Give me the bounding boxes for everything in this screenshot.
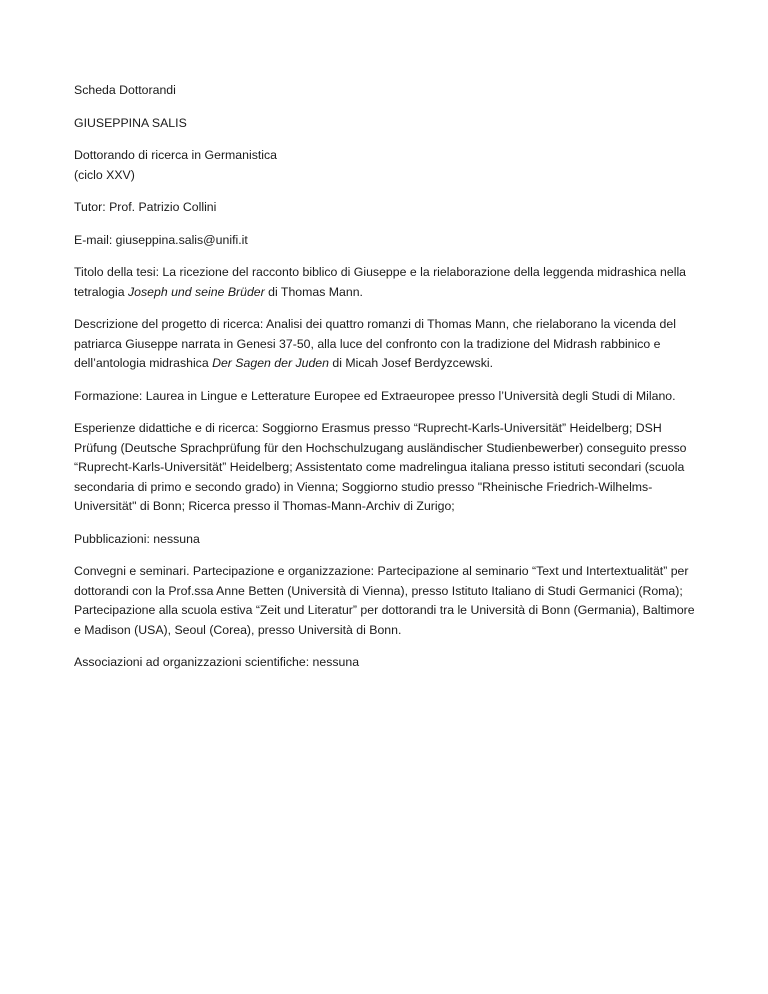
role-line-2: (ciclo XXV) — [74, 167, 135, 182]
project-italic: Der Sagen der Juden — [212, 356, 329, 370]
thesis-suffix: di Thomas Mann. — [264, 284, 363, 299]
thesis-prefix: Titolo della tesi: La ricezione del racconto biblico di Giuseppe e la rielaborazione della leggenda midrashica nella tetralogia — [74, 265, 687, 299]
candidate-role — [74, 146, 699, 185]
publications: Pubblicazioni: nessuna — [74, 531, 200, 546]
candidate-name: GIUSEPPINA SALIS — [74, 115, 187, 130]
project-suffix: di Micah Josef Berdyzcewski. — [328, 356, 493, 370]
project-description — [74, 315, 699, 374]
project-prefix: Descrizione del progetto di ricerca: Analisi dei quattro romanzi di Thomas Mann, che rielaborano la vicenda del patriarca Giuseppe narrata in Genesi 37-50, alla luce del confronto con la tradizione del Midrash rabbinico e dell’antologia midrashica — [74, 317, 676, 370]
role-line-1: Dottorando di ricerca in Germanistica — [74, 148, 277, 162]
document-page — [74, 81, 699, 686]
email-line: E-mail: giuseppina.salis@unifi.it — [74, 232, 248, 247]
tutor-line: Tutor: Prof. Patrizio Collini — [74, 200, 217, 214]
experience: Esperienze didattiche e di ricerca: Soggiorno Erasmus presso “Ruprecht-Karls-Universität” Heidelberg; DSH Prüfung (Deutsche Sprachprüfung für den Hochschulzugang ausländischer Studienbewerber) conseguito presso “Ruprecht-Karls-Universität” Heidelberg; Assistentato come madrelingua italiana presso istituti secondari (scuola secondaria di primo e secondo grado) in Vienna; Soggiorno studio presso "Rheinische Friedrich-Wilhelms-Universität" di Bonn; Ricerca presso il Thomas-Mann-Archiv di Zurigo; — [74, 421, 687, 513]
document-header: Scheda Dottorandi — [74, 83, 176, 97]
education: Formazione: Laurea in Lingue e Letterature Europee ed Extraeuropee presso l’Università degli Studi di Milano. — [74, 388, 676, 403]
thesis-title — [74, 263, 699, 302]
associations: Associazioni ad organizzazioni scientifiche: nessuna — [74, 655, 360, 669]
conferences: Convegni e seminari. Partecipazione e organizzazione: Partecipazione al seminario “Text und Intertextualität” per dottorandi con la Prof.ssa Anne Betten (Università di Vienna), presso Istituto Italiano di Studi Germanici (Roma); Partecipazione alla scuola estiva “Zeit und Literatur” per dottorandi tra le Università di Bonn (Germania), Baltimore e Madison (USA), Seoul (Corea), presso Università di Bonn. — [74, 564, 695, 637]
thesis-italic: Joseph und seine Brüder — [128, 284, 265, 299]
